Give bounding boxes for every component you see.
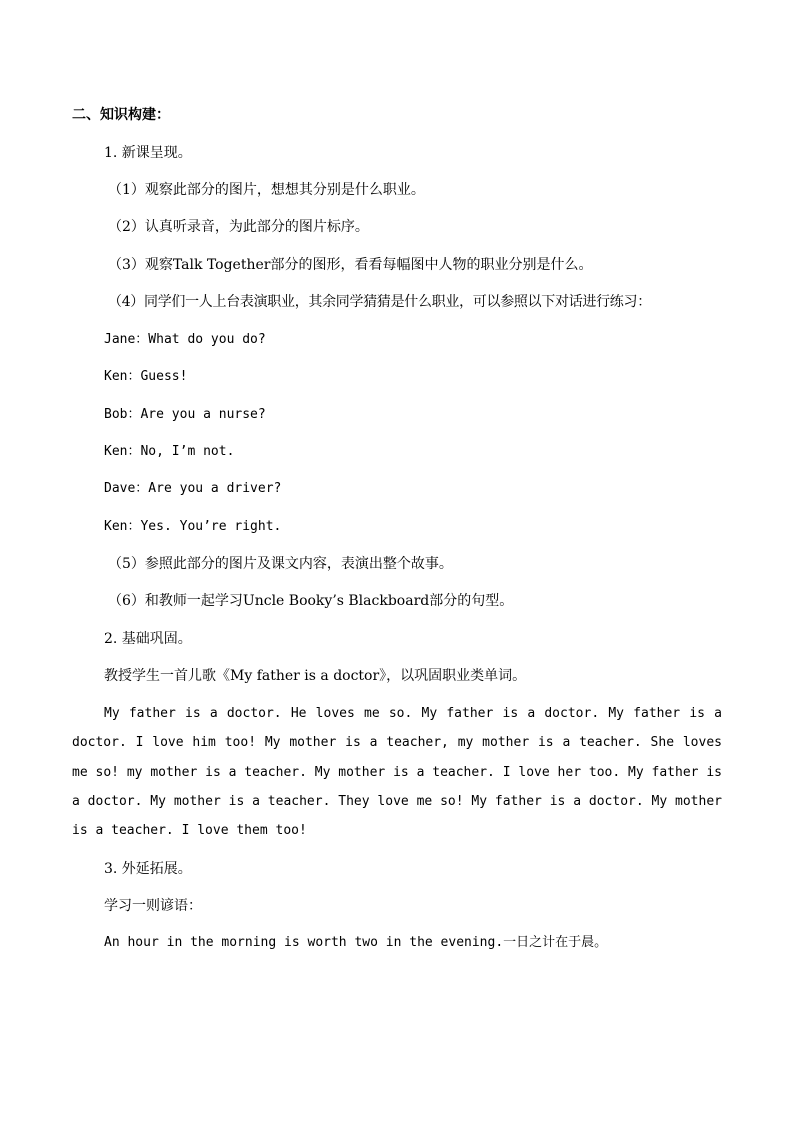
item2-title: 2. 基础巩固。 — [104, 631, 192, 647]
song-lyrics: My father is a doctor. He loves me so. My father is a doctor. My father is a doctor. I love him too! My mother is a teacher, my mother is a teacher. She loves me so! my mother is a teacher. My mother is a teacher. I love her too. My father is a doctor. My mother is a teacher. They love me so! My father is a doctor. My mother is a teacher. I love them too! — [72, 706, 722, 839]
dialogue-line: Ken：No, I’m not. — [104, 444, 235, 459]
dialogue-line: Ken：Yes. You’re right. — [104, 519, 282, 534]
proverb: An hour in the morning is worth two in the evening.一日之计在于晨。 — [104, 935, 608, 950]
dialogue-line: Jane：What do you do? — [104, 332, 266, 347]
item1-title: 1. 新课呈现。 — [104, 145, 192, 161]
item2-text: 教授学生一首儿歌《My father is a doctor》，以巩固职业类单词。 — [104, 668, 527, 684]
dialogue-line: Bob：Are you a nurse? — [104, 407, 266, 422]
item3-text: 学习一则谚语： — [104, 898, 202, 914]
item3-title: 3. 外延拓展。 — [104, 861, 192, 877]
step-1: （1）观察此部分的图片，想想其分别是什么职业。 — [108, 182, 425, 198]
dialogue-line: Ken：Guess! — [104, 369, 188, 384]
step-4: （4）同学们一人上台表演职业，其余同学猜猜是什么职业，可以参照以下对话进行练习： — [108, 294, 651, 310]
step-3: （3）观察Talk Together部分的图形，看看每幅图中人物的职业分别是什么。 — [108, 257, 593, 273]
step-5: （5）参照此部分的图片及课文内容，表演出整个故事。 — [108, 556, 453, 572]
section-heading: 二、知识构建： — [72, 107, 170, 123]
step-6: （6）和教师一起学习Uncle Booky’s Blackboard部分的句型。 — [108, 593, 514, 609]
dialogue-line: Dave：Are you a driver? — [104, 481, 282, 496]
step-2: （2）认真听录音，为此部分的图片标序。 — [108, 219, 369, 235]
